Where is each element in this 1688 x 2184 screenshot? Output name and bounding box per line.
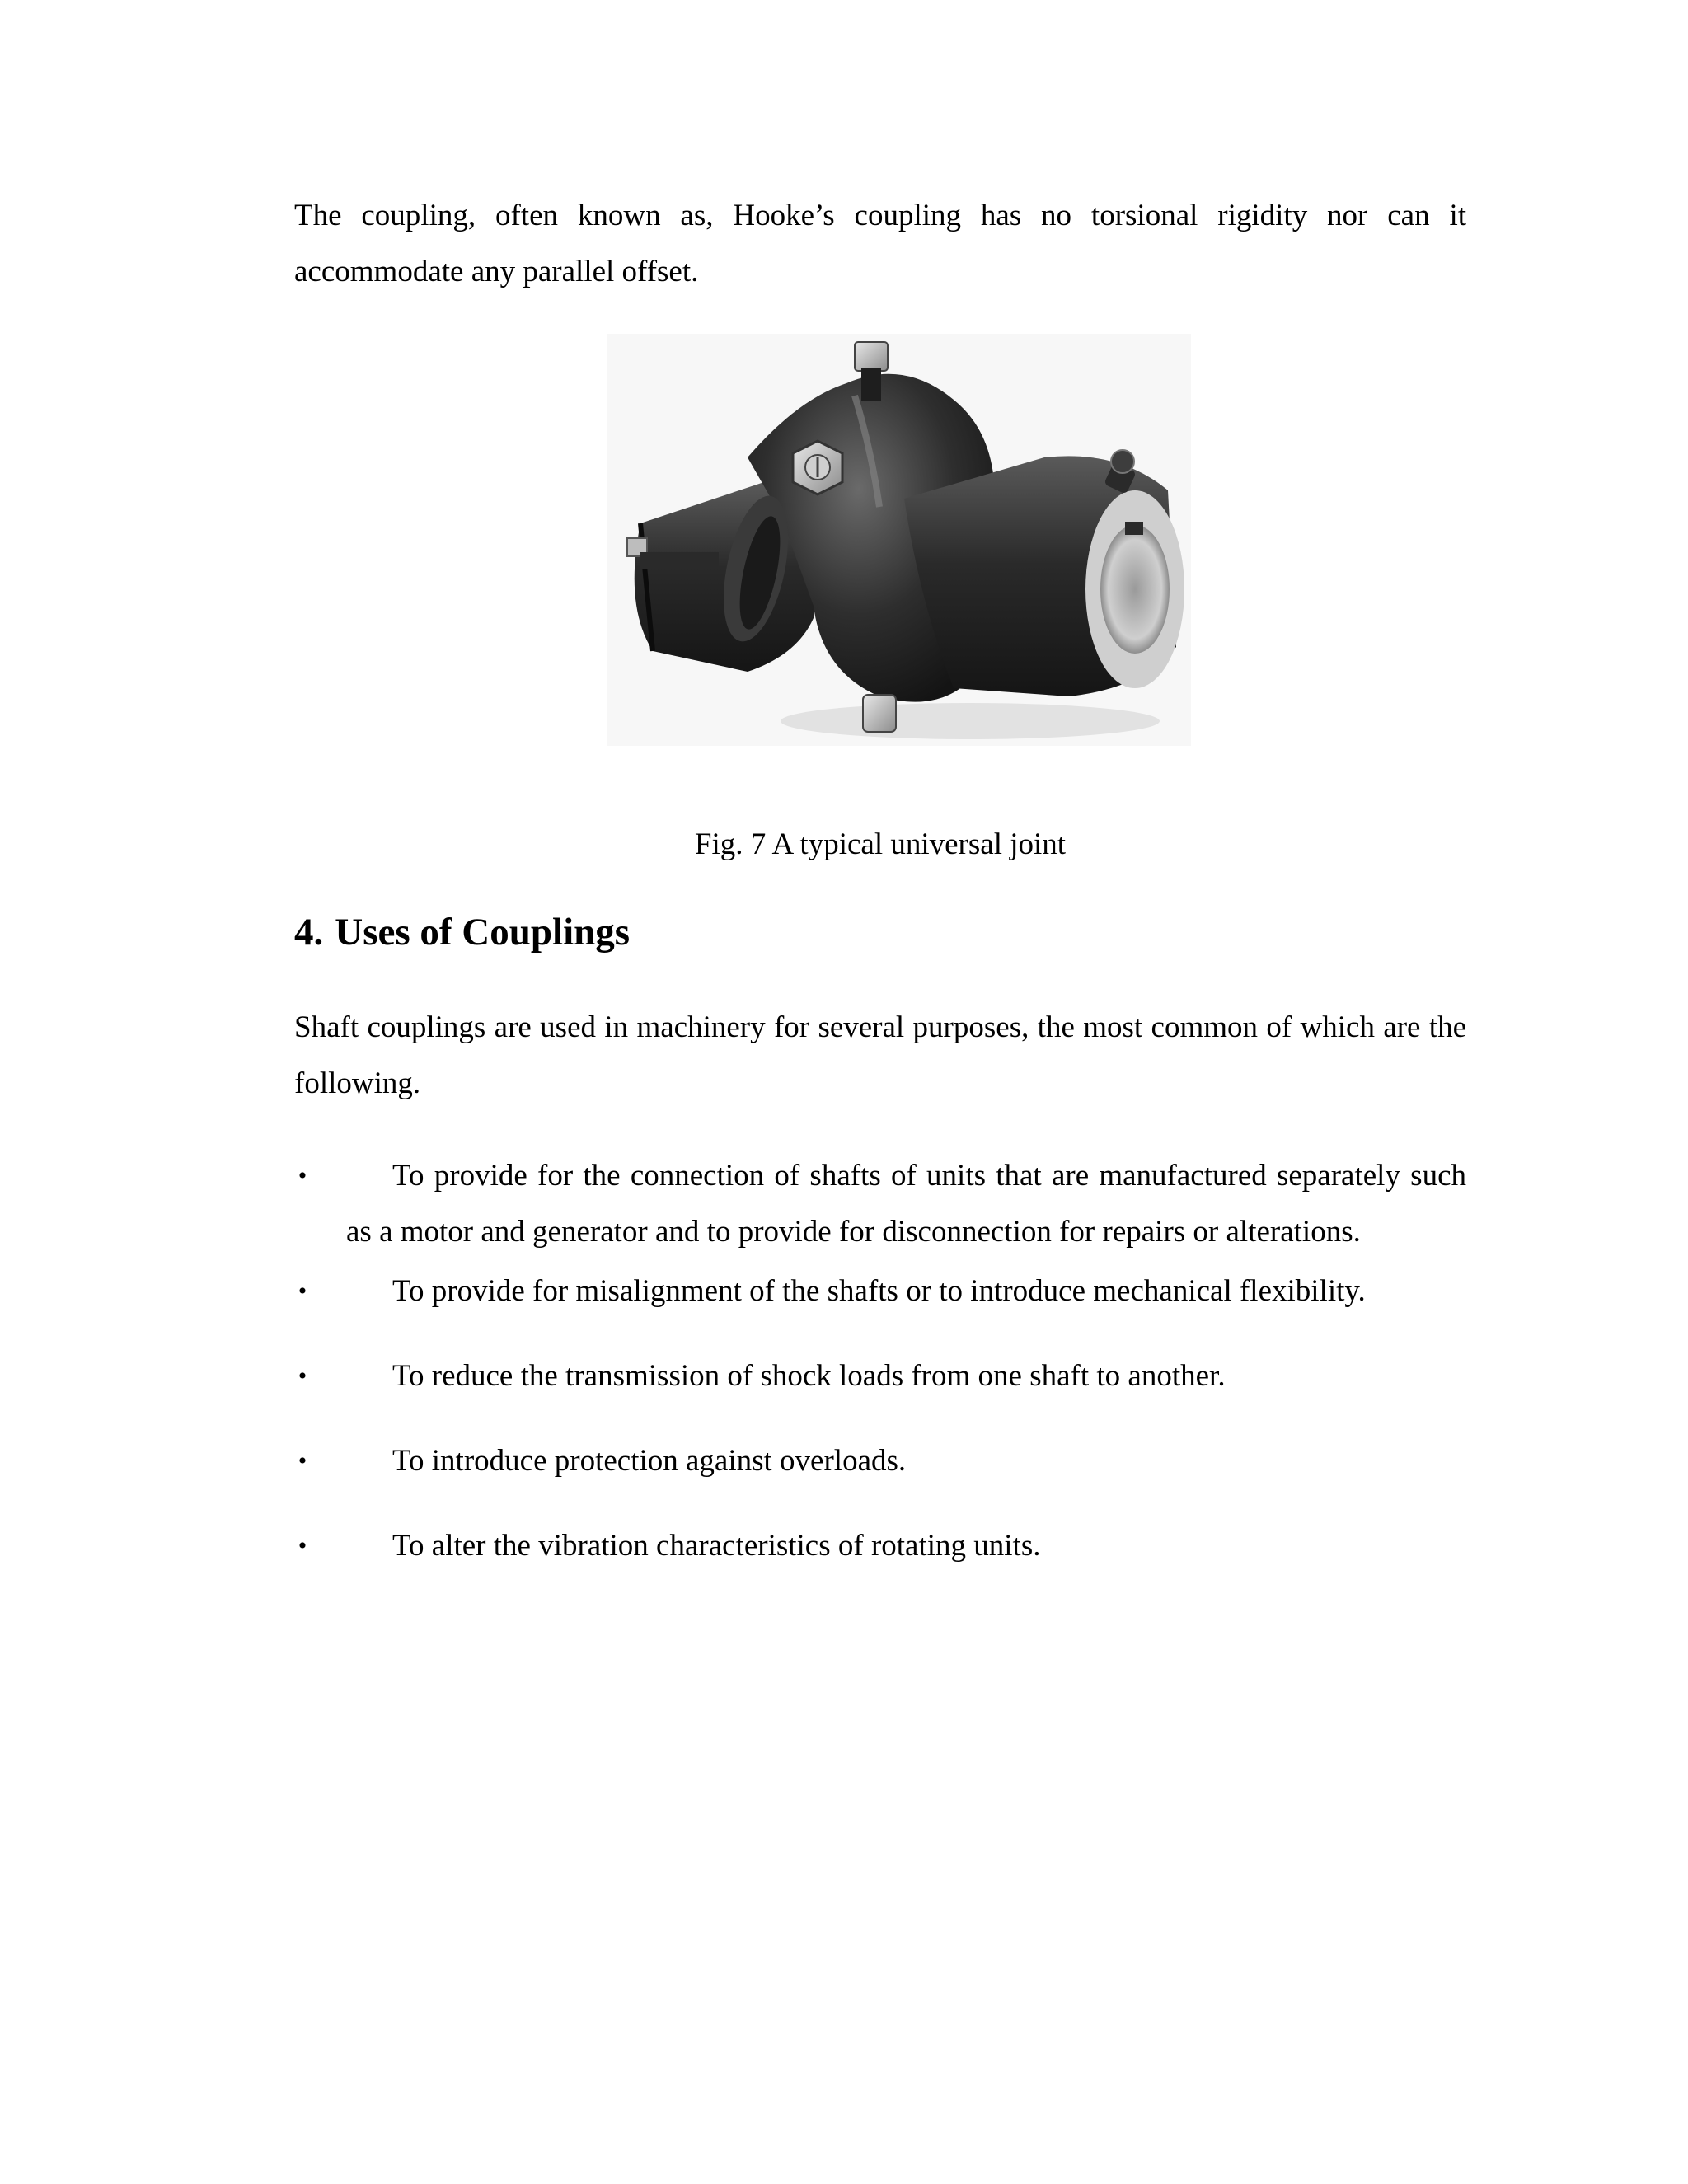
list-item [294,1263,1466,1319]
section-heading [294,903,1466,961]
list-item [294,1148,1466,1260]
section-number: 4. [294,911,324,954]
universal-joint-photo-icon [607,334,1191,746]
bullet-icon: • [298,1532,307,1559]
section-title: Uses of Couplings [335,911,631,954]
uses-bullet-list [294,1148,1466,1574]
intro-paragraph: The coupling, often known as, Hooke’s coupling has no torsional rigidity nor can it accommodate any parallel offset. [294,199,1466,288]
universal-joint-figure [607,334,1191,746]
bullet-icon: • [298,1277,307,1305]
figure-caption: Fig. 7 A typical universal joint [694,827,1067,861]
list-item [294,1433,1466,1489]
section-paragraph: Shaft couplings are used in machinery for several purposes, the most common of which are the following. [294,1010,1466,1100]
list-item-text: To introduce protection against overloads. [392,1444,907,1478]
list-item-text: To provide for misalignment of the shafts or to introduce mechanical flexibility. [392,1274,1366,1308]
bullet-icon: • [298,1162,307,1189]
bullet-icon: • [298,1447,307,1474]
list-item-text: To provide for the connection of shafts of units that are manufactured separately such as a motor and generator and to provide for disconnection for repairs or alterations. [346,1159,1466,1249]
list-item [294,1348,1466,1404]
bullet-icon: • [298,1362,307,1390]
list-item-text: To alter the vibration characteristics of rotating units. [392,1529,1041,1563]
list-item [294,1518,1466,1574]
list-item-text: To reduce the transmission of shock loads from one shaft to another. [392,1359,1226,1393]
